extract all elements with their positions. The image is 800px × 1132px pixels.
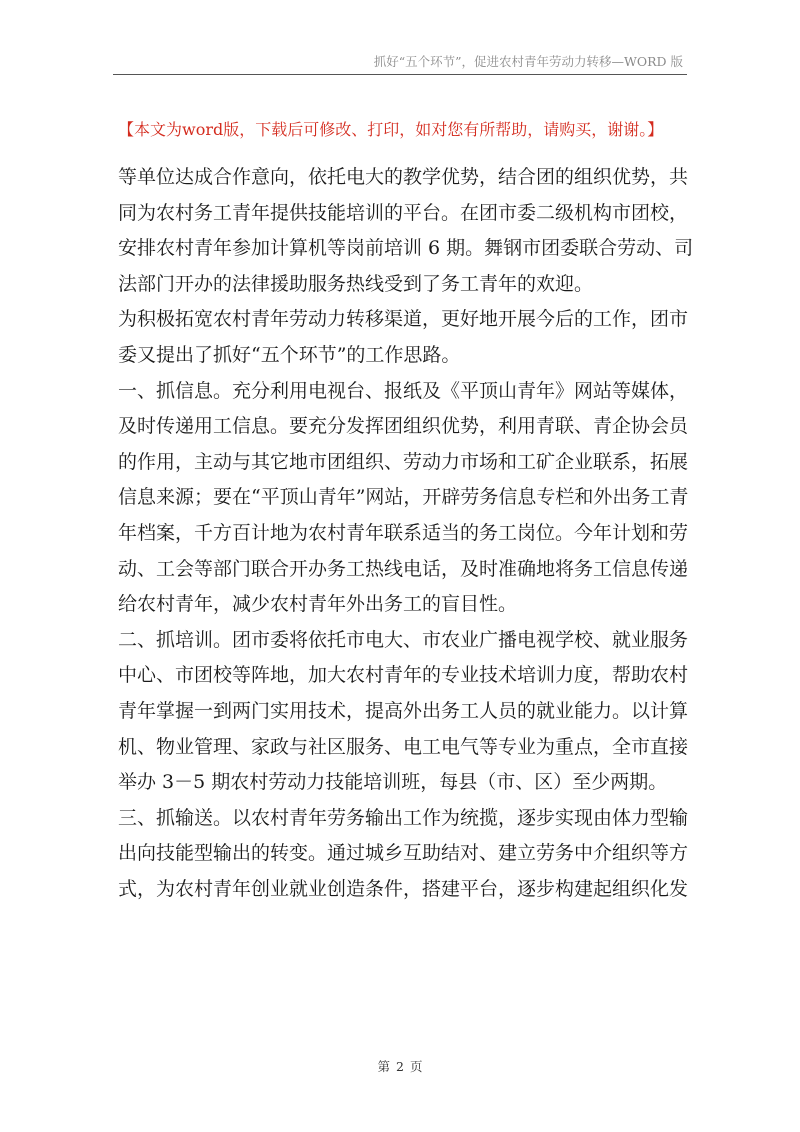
header-divider xyxy=(113,74,687,75)
body-line: 举办 3－5 期农村劳动力技能培训班，每县（市、区）至少两期。 xyxy=(118,771,668,794)
body-line: 同为农村务工青年提供技能培训的平台。在团市委二级机构市团校， xyxy=(118,201,689,224)
body-line: 给农村青年，减少农村青年外出务工的盲目性。 xyxy=(118,593,518,616)
body-line: 信息来源；要在“平顶山青年”网站，开辟劳务信息专栏和外出务工青 xyxy=(118,486,689,509)
body-line: 三、抓输送。以农村青年劳务输出工作为统揽，逐步实现由体力型输 xyxy=(118,806,689,829)
body-line: 出向技能型输出的转变。通过城乡互助结对、建立劳务中介组织等方 xyxy=(118,842,689,865)
body-line: 为积极拓宽农村青年劳动力转移渠道，更好地开展今后的工作，团市 xyxy=(118,308,689,331)
page-label-suffix: 页 xyxy=(409,1059,423,1074)
body-line: 年档案，千方百计地为农村青年联系适当的务工岗位。今年计划和劳 xyxy=(118,521,689,544)
body-line: 安排农村青年参加计算机等岗前培训 6 期。舞钢市团委联合劳动、司 xyxy=(118,237,694,260)
body-line: 动、工会等部门联合开办务工热线电话，及时准确地将务工信息传递 xyxy=(118,557,689,580)
page-number: 2 xyxy=(396,1059,404,1074)
body-line: 一、抓信息。充分利用电视台、报纸及《平顶山青年》网站等媒体， xyxy=(118,379,689,402)
body-line: 的作用，主动与其它地市团组织、劳动力市场和工矿企业联系，拓展 xyxy=(118,450,689,473)
body-line: 二、抓培训。团市委将依托市电大、市农业广播电视学校、就业服务 xyxy=(118,628,689,651)
body-line: 委又提出了抓好“五个环节”的工作思路。 xyxy=(118,343,461,366)
body-line: 中心、市团校等阵地，加大农村青年的专业技术培训力度，帮助农村 xyxy=(118,664,689,687)
page-label-prefix: 第 xyxy=(377,1059,391,1074)
document-body xyxy=(118,160,694,907)
download-notice: 【本文为word版，下载后可修改、打印，如对您有所帮助，请购买，谢谢。】 xyxy=(118,120,664,139)
body-line: 及时传递用工信息。要充分发挥团组织优势，利用青联、青企协会员 xyxy=(118,415,689,438)
page-footer xyxy=(0,1057,800,1075)
body-line: 式，为农村青年创业就业创造条件，搭建平台，逐步构建起组织化发 xyxy=(118,877,689,900)
body-line: 法部门开办的法律援助服务热线受到了务工青年的欢迎。 xyxy=(118,272,594,295)
running-header: 抓好“五个环节”，促进农村青年劳动力转移—WORD 版 xyxy=(373,54,683,69)
body-line: 青年掌握一到两门实用技术，提高外出务工人员的就业能力。以计算 xyxy=(118,699,689,722)
body-line: 等单位达成合作意向，依托电大的教学优势，结合团的组织优势，共 xyxy=(118,166,689,188)
body-line: 机、物业管理、家政与社区服务、电工电气等专业为重点，全市直接 xyxy=(118,735,689,758)
